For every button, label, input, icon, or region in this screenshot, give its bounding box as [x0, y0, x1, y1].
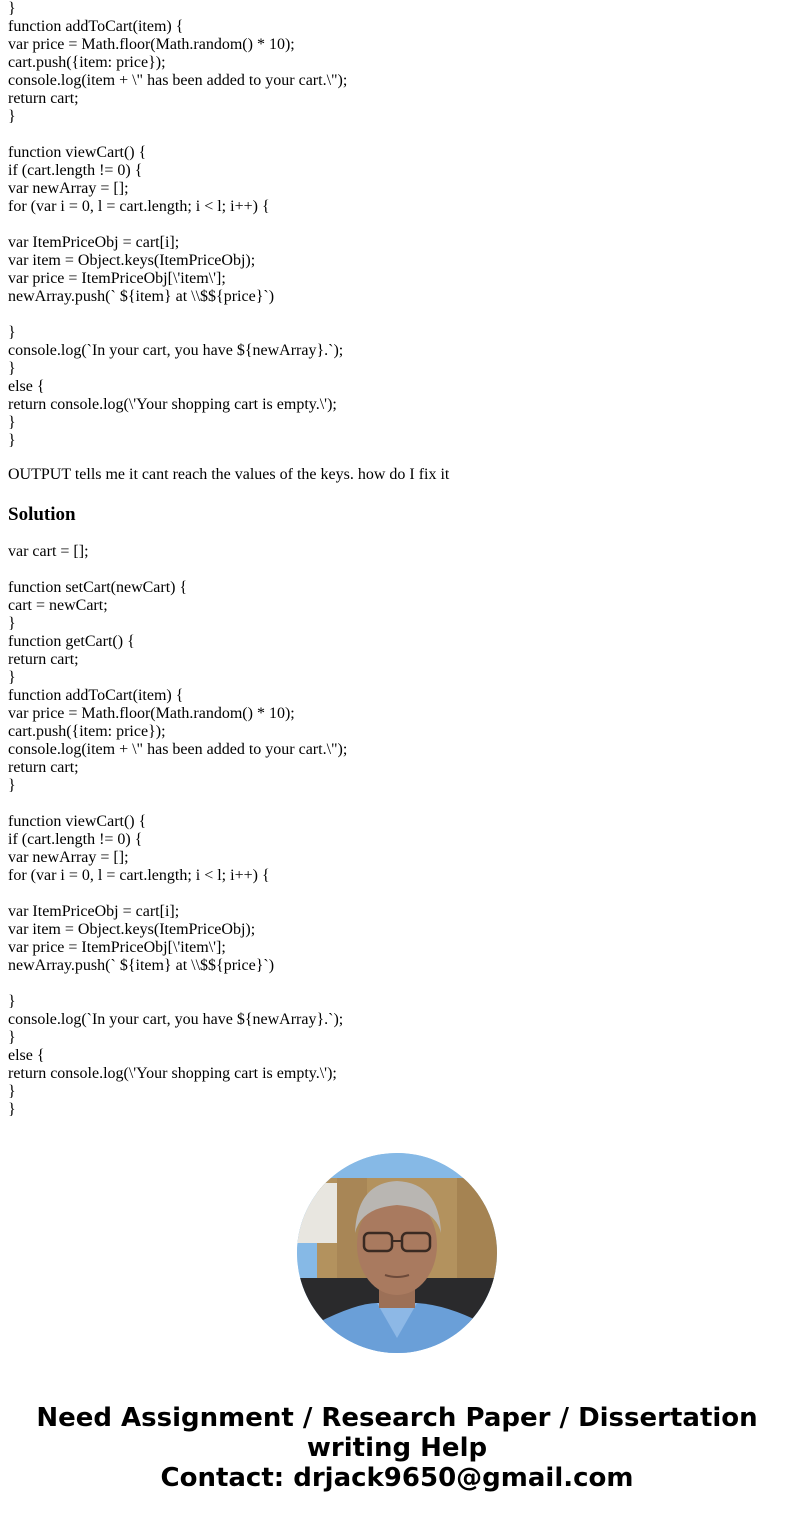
code-line: var newArray = []; — [8, 849, 129, 866]
code-line: function getCart() { — [8, 633, 135, 650]
code-line: function viewCart() { — [8, 144, 147, 161]
code-line: for (var i = 0, l = cart.length; i < l; i++) { — [8, 198, 270, 215]
code-line: } — [8, 414, 16, 431]
code-line: var newArray = []; — [8, 180, 129, 197]
code-line: } — [8, 0, 16, 17]
code-line: } — [8, 1101, 16, 1118]
code-line: } — [8, 615, 16, 632]
code-line: } — [8, 108, 16, 125]
code-line — [8, 885, 786, 903]
code-line: var price = ItemPriceObj[\'item\']; — [8, 939, 226, 956]
code-line: console.log(`In your cart, you have ${newArray}.`); — [8, 342, 344, 359]
code-line: function setCart(newCart) { — [8, 579, 188, 596]
code-line: var price = Math.floor(Math.random() * 10); — [8, 36, 295, 53]
question-code-block — [8, 0, 786, 450]
code-line: return cart; — [8, 759, 79, 776]
solution-heading: Solution — [8, 504, 76, 525]
code-line: } — [8, 324, 16, 341]
code-line: var ItemPriceObj = cart[i]; — [8, 903, 180, 920]
code-line: var item = Object.keys(ItemPriceObj); — [8, 921, 256, 938]
code-line: if (cart.length != 0) { — [8, 831, 143, 848]
code-line: console.log(item + \" has been added to your cart.\"); — [8, 72, 348, 89]
question-text: OUTPUT tells me it cant reach the values of the keys. how do I fix it — [8, 466, 450, 483]
promo-line-1: Need Assignment / Research Paper / Dissertation — [36, 1403, 758, 1433]
code-line — [8, 975, 786, 993]
code-line: var price = ItemPriceObj[\'item\']; — [8, 270, 226, 287]
portrait-image — [297, 1153, 497, 1353]
promo-contact: Contact: drjack9650@gmail.com — [160, 1463, 634, 1493]
code-line: console.log(item + \" has been added to your cart.\"); — [8, 741, 348, 758]
code-line — [8, 306, 786, 324]
code-line — [8, 126, 786, 144]
code-line — [8, 795, 786, 813]
code-line — [8, 216, 786, 234]
code-line: console.log(`In your cart, you have ${newArray}.`); — [8, 1011, 344, 1028]
promo-line-2: writing Help — [306, 1433, 488, 1463]
code-line: } — [8, 1083, 16, 1100]
code-line — [8, 561, 786, 579]
code-line: function addToCart(item) { — [8, 687, 184, 704]
code-line: return cart; — [8, 651, 79, 668]
code-line: cart.push({item: price}); — [8, 54, 166, 71]
code-line: } — [8, 432, 16, 449]
code-line: else { — [8, 1047, 45, 1064]
promo-banner — [0, 1403, 794, 1493]
code-line: cart = newCart; — [8, 597, 108, 614]
code-line: newArray.push(` ${item} at \\$${price}`) — [8, 288, 275, 305]
code-line: if (cart.length != 0) { — [8, 162, 143, 179]
code-line: return console.log(\'Your shopping cart is empty.\'); — [8, 396, 337, 413]
code-line: else { — [8, 378, 45, 395]
solution-code-block — [8, 543, 786, 1119]
code-line: for (var i = 0, l = cart.length; i < l; i++) { — [8, 867, 270, 884]
code-line: cart.push({item: price}); — [8, 723, 166, 740]
code-line: function viewCart() { — [8, 813, 147, 830]
code-line: newArray.push(` ${item} at \\$${price}`) — [8, 957, 275, 974]
code-line: var item = Object.keys(ItemPriceObj); — [8, 252, 256, 269]
author-avatar — [297, 1153, 497, 1353]
code-line: } — [8, 993, 16, 1010]
code-line: var cart = []; — [8, 543, 89, 560]
code-line: } — [8, 1029, 16, 1046]
code-line: } — [8, 669, 16, 686]
code-line: var price = Math.floor(Math.random() * 10); — [8, 705, 295, 722]
code-line: } — [8, 777, 16, 794]
code-line: return cart; — [8, 90, 79, 107]
code-line: var ItemPriceObj = cart[i]; — [8, 234, 180, 251]
code-line: return console.log(\'Your shopping cart is empty.\'); — [8, 1065, 337, 1082]
code-line: } — [8, 360, 16, 377]
code-line: function addToCart(item) { — [8, 18, 184, 35]
